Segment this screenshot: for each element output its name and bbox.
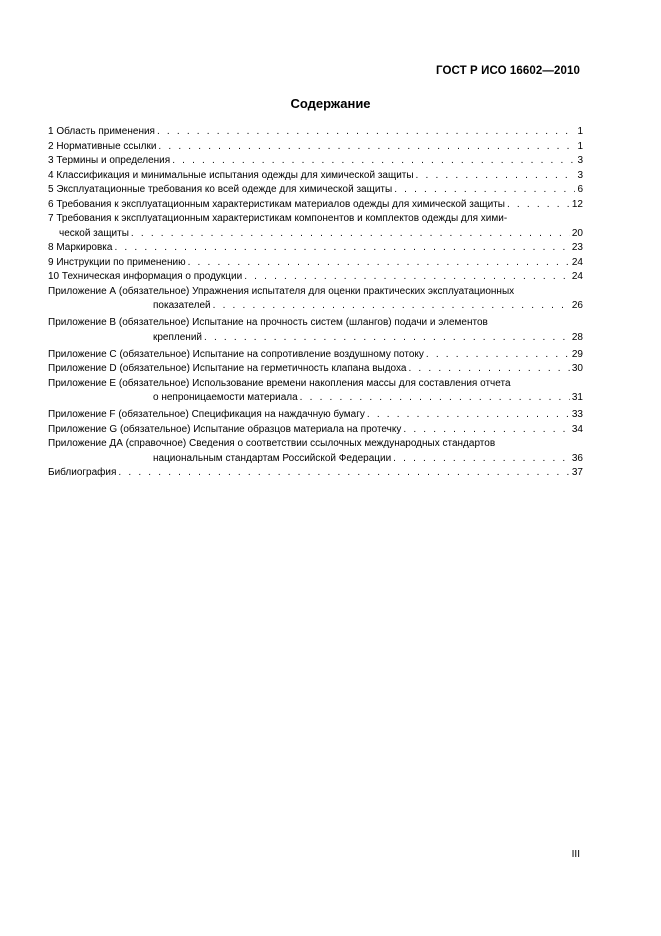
appendix-title-cont: национальным стандартам Российской Федерации xyxy=(153,452,392,464)
appendix-title: (справочное) Сведения о соответствии ссылочных международных стандартов xyxy=(125,438,496,449)
toc-entry-10[interactable] xyxy=(48,270,583,285)
dot-leader xyxy=(408,362,569,377)
toc-entry-text: 3 Термины и определения xyxy=(48,155,171,166)
toc-appendix-f[interactable] xyxy=(48,408,583,423)
appendix-title-cont: показателей xyxy=(153,300,211,311)
toc-entry-page: 24 xyxy=(571,271,583,282)
toc-entry-page: 6 xyxy=(577,184,583,195)
toc-entry-1[interactable] xyxy=(48,125,583,140)
dot-leader xyxy=(204,331,570,346)
toc-entry-text: 6 Требования к эксплуатационным характеристикам материалов одежды для химической защиты xyxy=(48,198,505,210)
appendix-title: (обязательное) Спецификация на наждачную бумагу xyxy=(118,409,365,420)
toc-entry-text: Библиография xyxy=(48,467,117,478)
appendix-label: Приложение D xyxy=(48,363,117,374)
toc-appendix-g[interactable] xyxy=(48,423,583,438)
appendix-title: (обязательное) Испытание на сопротивление воздушному потоку xyxy=(119,348,424,360)
appendix-title: (обязательное) Использование времени накопления массы для составления отчета xyxy=(118,377,511,389)
toc-appendix-b[interactable] xyxy=(48,316,583,345)
toc-entry-page: 1 xyxy=(577,140,583,152)
appendix-title: (обязательное) Испытание на прочность систем (шлангов) подачи и элементов xyxy=(118,317,488,328)
toc-entry-4[interactable] xyxy=(48,169,583,184)
toc-entry-5[interactable] xyxy=(48,183,583,198)
dot-leader xyxy=(158,140,575,155)
appendix-title-cont: о непроницаемости материала xyxy=(153,392,298,403)
toc-entry-text: 1 Область применения xyxy=(48,126,155,137)
toc-entry-7[interactable] xyxy=(48,212,583,241)
dot-leader xyxy=(394,183,575,198)
appendix-label: Приложение B xyxy=(48,317,117,328)
appendix-label: Приложение E xyxy=(48,377,117,389)
toc-entry-page: 28 xyxy=(571,331,583,343)
appendix-label: Приложение ДА xyxy=(48,438,123,449)
toc-entry-9[interactable] xyxy=(48,256,583,271)
toc-appendix-da[interactable] xyxy=(48,437,583,466)
toc-entry-text: 9 Инструкции по применению xyxy=(48,256,186,268)
page-number: III xyxy=(571,849,580,860)
dot-leader xyxy=(244,270,570,285)
dot-leader xyxy=(172,154,575,169)
dot-leader xyxy=(403,423,570,438)
appendix-title: (обязательное) Испытание образцов материала на протечку xyxy=(120,423,402,435)
dot-leader xyxy=(114,241,569,256)
dot-leader xyxy=(131,227,570,242)
toc-appendix-d[interactable] xyxy=(48,362,583,377)
appendix-title-cont: креплений xyxy=(153,331,203,343)
toc-bibliography[interactable] xyxy=(48,466,583,481)
dot-leader xyxy=(426,348,570,363)
toc-entry-page: 36 xyxy=(571,452,583,464)
toc-entry-page: 3 xyxy=(577,169,583,181)
dot-leader xyxy=(507,198,570,213)
toc-entry-page: 33 xyxy=(571,409,583,420)
toc-entry-page: 20 xyxy=(571,227,583,239)
toc-entry-page: 30 xyxy=(571,363,583,374)
dot-leader xyxy=(213,299,570,314)
toc-entry-page: 3 xyxy=(577,155,583,166)
toc-appendix-c[interactable] xyxy=(48,348,583,363)
dot-leader xyxy=(118,466,569,481)
toc-entry-2[interactable] xyxy=(48,140,583,155)
toc-entry-text: 2 Нормативные ссылки xyxy=(48,140,157,152)
dot-leader xyxy=(393,452,570,467)
dot-leader xyxy=(188,256,570,271)
toc-entry-page: 1 xyxy=(577,126,583,137)
toc-entry-page: 34 xyxy=(571,423,583,435)
document-code: ГОСТ Р ИСО 16602—2010 xyxy=(435,65,580,77)
appendix-title: (обязательное) Упражнения испытателя для оценки практических эксплуатационных xyxy=(118,285,515,297)
toc-entry-page: 37 xyxy=(571,467,583,478)
toc-entry-page: 12 xyxy=(571,198,583,210)
toc-appendix-a[interactable] xyxy=(48,285,583,314)
toc-entry-page: 26 xyxy=(571,300,583,311)
appendix-title: (обязательное) Испытание на герметичность клапана выдоха xyxy=(119,363,407,374)
toc-entry-text: 8 Маркировка xyxy=(48,242,113,253)
toc-entry-page: 24 xyxy=(571,256,583,268)
toc-entry-text: 5 Эксплуатационные требования ко всей одежде для химической защиты xyxy=(48,184,393,195)
toc-entry-6[interactable] xyxy=(48,198,583,213)
dot-leader xyxy=(157,125,575,140)
toc-entry-text: 10 Техническая информация о продукции xyxy=(48,271,243,282)
appendix-label: Приложение G xyxy=(48,423,118,435)
dot-leader xyxy=(416,169,576,184)
toc-appendix-e[interactable] xyxy=(48,377,583,406)
toc-entry-page: 29 xyxy=(571,348,583,360)
toc-title: Содержание xyxy=(290,96,371,111)
appendix-label: Приложение C xyxy=(48,348,117,360)
dot-leader xyxy=(300,391,570,406)
toc-entry-text: 7 Требования к эксплуатационным характеристикам компонентов и комплектов одежды для хими- xyxy=(48,213,508,224)
toc-entry-page: 23 xyxy=(571,242,583,253)
toc-entry-text: 4 Классификация и минимальные испытания одежды для химической защиты xyxy=(48,169,414,181)
appendix-label: Приложение A xyxy=(48,285,117,297)
toc-entry-3[interactable] xyxy=(48,154,583,169)
toc-entry-page: 31 xyxy=(571,392,583,403)
toc-entry-8[interactable] xyxy=(48,241,583,256)
toc-entry-text-cont: ческой защиты xyxy=(59,227,129,239)
appendix-label: Приложение F xyxy=(48,409,116,420)
table-of-contents xyxy=(48,125,583,481)
dot-leader xyxy=(367,408,570,423)
